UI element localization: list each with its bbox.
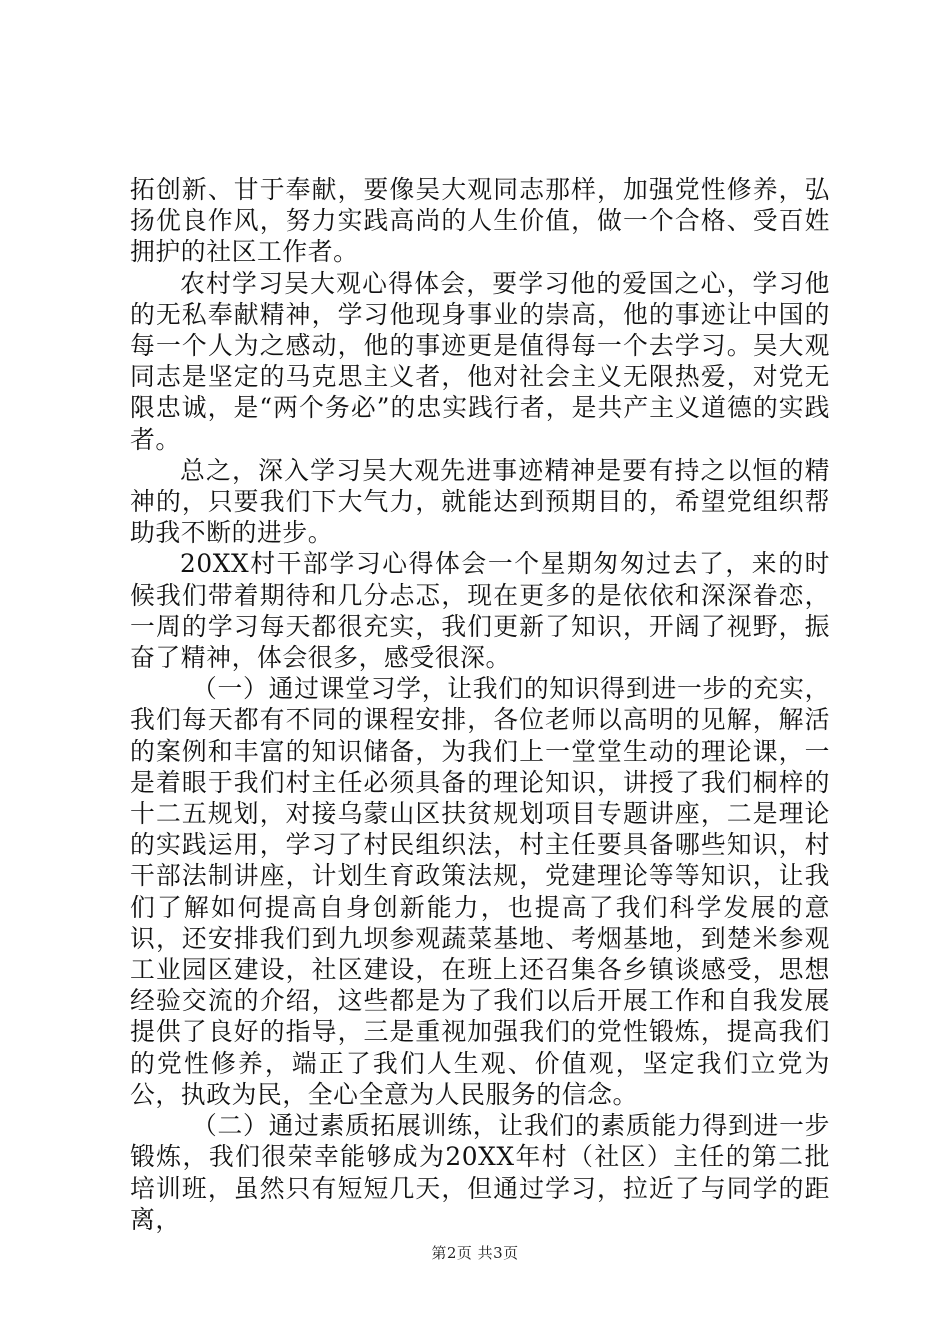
paragraph-section-two: （二）通过素质拓展训练，让我们的素质能力得到进一步锻炼，我们很荣幸能够成为20XX年村（社区）主任的第二批培训班，虽然只有短短几天，但通过学习，拉近了与同学的距离， [130, 1111, 830, 1234]
page-footer [0, 1243, 950, 1263]
paragraph-rural-study: 农村学习吴大观心得体会，要学习他的爱国之心，学习他的无私奉献精神，学习他现身事业的崇高，他的事迹让中国的每一个人为之感动，他的事迹更是值得每一个去学习。吴大观同志是坚定的马克思主义者，他对社会主义无限热爱，对党无限忠诚，是“两个务必”的忠实践行者，是共产主义道德的实践者。 [130, 268, 830, 454]
paragraph-village-cadre: 20XX村干部学习心得体会一个星期匆匆过去了，来的时候我们带着期待和几分忐忑，现在更多的是依依和深深眷恋，一周的学习每天都很充实，我们更新了知识，开阔了视野，振奋了精神，体会很多，感受很深。 [130, 549, 830, 673]
page-number: 第2页 共3页 [431, 1244, 519, 1262]
paragraph-section-one: （一）通过课堂习学，让我们的知识得到进一步的充实，我们每天都有不同的课程安排，各位老师以高明的见解，解活的案例和丰富的知识储备，为我们上一堂堂生动的理论课，一是着眼于我们村主任必须具备的理论知识，讲授了我们桐梓的十二五规划，对接乌蒙山区扶贫规划项目专题讲座，二是理论的实践运用，学习了村民组织法，村主任要具备哪些知识，村干部法制讲座，计划生育政策法规，党建理论等等知识，让我们了解如何提高自身创新能力，也提高了我们科学发展的意识，还安排我们到九坝参观蔬菜基地、考烟基地，到楚米参观工业园区建设，社区建设，在班上还召集各乡镇谈感受，思想经验交流的介绍，这些都是为了我们以后开展工作和自我发展提供了良好的指导，三是重视加强我们的党性锻炼，提高我们的党性修养，端正了我们人生观、价值观，坚定我们立党为公，执政为民，全心全意为人民服务的信念。 [130, 674, 830, 1109]
paragraph-summary: 总之，深入学习吴大观先进事迹精神是要有持之以恒的精神的，只要我们下大气力，就能达到预期目的，希望党组织帮助我不断的进步。 [130, 455, 830, 548]
paragraph-continuation: 拓创新、甘于奉献，要像吴大观同志那样，加强党性修养，弘扬优良作风，努力实践高尚的人生价值，做一个合格、受百姓拥护的社区工作者。 [130, 175, 830, 267]
document-body [130, 174, 830, 1235]
